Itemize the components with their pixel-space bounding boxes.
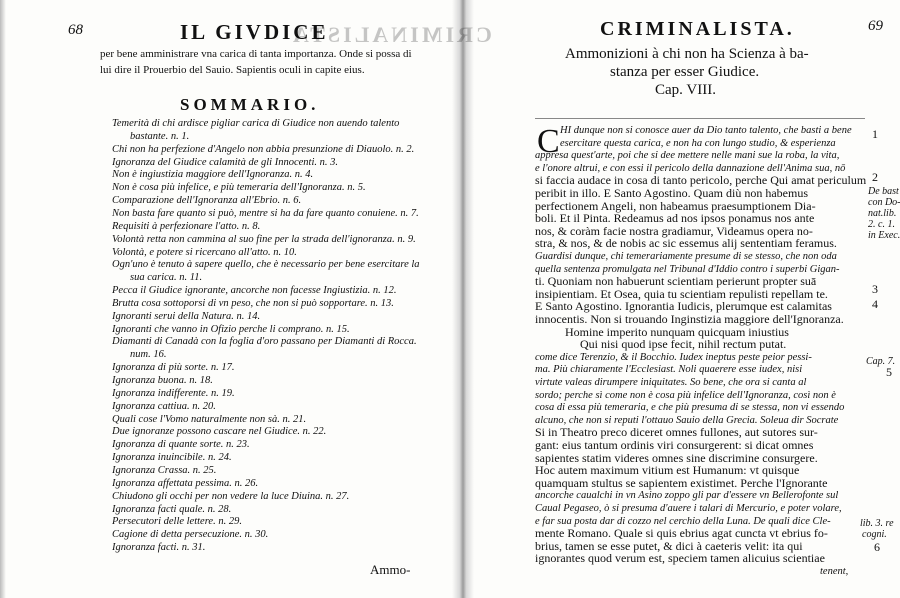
sommario-entry: Ignoranza indifferente. n. 19. [112, 387, 235, 399]
body-line: peribit in illo. E Santo Agostino. Quam diù non habemus [535, 186, 808, 200]
body-line: esercitare questa carica, e non ha con lungo studio, & esperienza [560, 137, 836, 149]
body-line: Si in Theatro preco diceret omnes fullones, aut sutores sur- [535, 425, 818, 440]
drop-cap: C [537, 123, 560, 160]
body-line: innocentis. Non si trouando Inginstizia maggiore dell'Ignoranza. [535, 312, 844, 326]
margin-note: Cap. 7. [866, 356, 896, 367]
margin-note: con Do- [868, 197, 900, 208]
margin-note: lib. 3. re [860, 518, 894, 529]
margin-number: 4 [872, 297, 878, 311]
margin-note: nat.lib. [868, 208, 897, 219]
body-line: boli. Et il Pinta. Redeamus ad nos ipsos ponamus nos ante [535, 211, 815, 226]
sommario-entry: bastante. n. 1. [130, 130, 190, 142]
sommario-entry: Ignoranti serui della Natura. n. 14. [112, 310, 261, 322]
body-line: Hoc autem maximum vitium est Humanum: vt quisque [535, 463, 800, 478]
sommario-entry: Persecutori delle lettere. n. 29. [112, 516, 242, 528]
sommario-entry: Non basta fare quanto si può, mentre si ha da fare quanto conuiene. n. 7. [112, 207, 419, 219]
margin-number: 3 [872, 282, 878, 296]
margin-note: in Exec. [868, 230, 900, 241]
body-line: stra, & nos, & de nobis ac sic essemus alij sententiam feramus. [535, 236, 837, 251]
margin-number: 2 [872, 170, 878, 184]
sommario-title: SOMMARIO. [180, 95, 320, 114]
sommario-entry: Comparazione dell'Ignoranza all'Ebrio. n. 6. [112, 195, 302, 207]
catchword: Ammo- [370, 562, 411, 577]
body-line: come dice Terenzio, & il Bocchio. Iudex ineptus peste peior pessi- [535, 351, 812, 363]
sommario-entry: Pecca il Giudice ignorante, ancorche non facesse Ingiustizia. n. 12. [112, 285, 397, 297]
chapter-heading: stanza per esser Giudice. [610, 64, 760, 80]
sommario-entry: Non è ingiustizia maggiore dell'Ignoranza. n. 4. [112, 169, 314, 181]
body-line: si faccia audace in cosa di tanto pericolo, perche Qui amat periculum [535, 173, 867, 188]
body-line: alcuno, che non si reputi l'ottauo Sauio della Grecia. Soleua dir Socrate [535, 414, 839, 426]
sommario-entry: Requisiti à perfezionare l'atto. n. 8. [112, 220, 261, 232]
sommario-entry: Chi non ha perfezione d'Angelo non abbia presunzione di Diauolo. n. 2. [112, 143, 415, 155]
sommario-entry: Brutta cosa sottoporsi di vn peso, che non si può sopportare. n. 13. [112, 297, 394, 309]
margin-number: 5 [886, 365, 892, 379]
body-line: e l'onore altrui, e con essi il pericolo della dannazione dell'Anima sua, nō [535, 162, 846, 174]
body-line: sordo; perche sì come non è cosa più infelice dell'Ignoranza, così non è [535, 389, 836, 401]
body-line: Qui nisi quod ipse fecit, nihil rectum putat. [580, 337, 787, 352]
body-line: gant: eius tantum ordinis viri consurgerent: si dicat omnes [535, 438, 814, 452]
sommario-entry: num. 16. [130, 349, 167, 361]
body-line: insipientiam. Et Osea, quia tu scientiam repulisti repellam te. [535, 286, 828, 301]
body-line: cosa di essa più temeraria, e che più presuma di se stessa, non vi essendo [535, 402, 845, 414]
body-line: Homine imperito nunquam quicquam iniustius [565, 324, 789, 339]
intro-line: per bene amministrare vna carica di tanta importanza. Onde si possa di [100, 48, 412, 60]
body-line: HI dunque non si conosce auer da Dio tanto talento, che basti a bene [560, 125, 852, 136]
header-rule [535, 118, 865, 119]
body-line: ignorantes quod verum est, speciem tamen alicuius scientiae [535, 551, 825, 566]
bleed-through-text: CRIMINALISTA [290, 22, 492, 47]
sommario-entry: Ignoranza cattiua. n. 20. [112, 400, 216, 412]
body-line: tenent, [820, 566, 849, 577]
margin-note: De bast [868, 186, 899, 197]
sommario-entry: sua carica. n. 11. [130, 272, 203, 284]
sommario-entry: Volontà retta non cammina al suo fine per la strada dell'ignoranza. n. 9. [112, 233, 416, 245]
right-running-head: CRIMINALISTA. [600, 18, 795, 40]
sommario-entry: Ignoranti che vanno in Ofizio perche li comprano. n. 15. [112, 323, 350, 335]
sommario-entry: Diamanti di Canadà con la foglia d'oro passano per Diamanti di Rocca. [112, 336, 417, 348]
body-line: Caual Pegaseo, ò si presuma d'auere i talari di Mercurio, e poter volare, [535, 503, 842, 514]
left-page-number: 68 [68, 22, 83, 38]
margin-number: 1 [872, 127, 878, 141]
margin-number: 6 [874, 540, 880, 554]
sommario-entry: Chiudono gli occhi per non vedere la luce Diuina. n. 27. [112, 490, 350, 502]
margin-note: cogni. [862, 529, 887, 540]
sommario-entry: Cagione di detta persecuzione. n. 30. [112, 529, 269, 541]
chapter-heading: Ammonizioni à chi non ha Scienza à ba- [565, 46, 809, 62]
body-line: nos, & coràm facie nostra gradiamur, Videamus opera no- [535, 223, 813, 238]
sommario-entry: Ignoranza facti. n. 31. [112, 542, 206, 554]
sommario-entry: Quali cose l'Vomo naturalmente non sà. n. 21. [112, 413, 307, 425]
body-line: appresa quest'arte, poi che si dee mettere nelle mani sue la roba, la vita, [535, 150, 840, 162]
sommario-entry: Volontà, e potere si ricercano all'atto. n. 10. [112, 246, 297, 258]
body-line: quamquam stultus se sapientem existimet. Perche l'Ignorante [535, 475, 828, 490]
body-line: mente Romano. Quale si quis ebrius agat cuncta vt ebrius fo- [535, 526, 828, 541]
page-edge-shadow [0, 0, 6, 598]
chapter-number: Cap. VIII. [655, 82, 716, 98]
left-running-head: IL GIVDICE [180, 20, 329, 44]
intro-line: lui dire il Prouerbio del Sauio. Sapientis oculi in capite eius. [100, 64, 365, 76]
sommario-entry: Temerità di chi ardisce pigliar carica di Giudice non auendo talento [112, 118, 400, 129]
sommario-entry: Ignoranza di quante sorte. n. 23. [112, 439, 250, 451]
body-line: ma. Più chiaramente l'Ecclesiast. Noli quaerere esse iudex, nisi [535, 364, 803, 376]
sommario-entry: Ignoranza Crassa. n. 25. [112, 464, 217, 476]
right-page-number: 69 [868, 18, 883, 34]
body-line: virtute valeas dirumpere iniquitates. So bene, che ora si canta al [535, 377, 807, 388]
body-line: sapientes statim videres omnes sine discrimine consurgere. [535, 450, 818, 465]
body-line: ancorche caualchi in vn Asino zoppo gli par d'essere vn Bellerofonte sul [535, 490, 839, 502]
sommario-entry: Ignoranza affettata pessima. n. 26. [112, 477, 259, 489]
sommario-entry: Ignoranza inuincibile. n. 24. [112, 452, 232, 464]
body-line: ti. Quoniam non habuerunt scientiam perierunt propter suā [535, 274, 817, 289]
body-line: Guardisi dunque, chi temerariamente presume di se stesso, che non oda [535, 251, 837, 262]
body-line: E Santo Agostino. Ignorantia Iudicis, plerumque est calamitas [535, 299, 832, 314]
sommario-entry: Ignoranza del Giudice calamità de gli Innocenti. n. 3. [112, 156, 339, 168]
body-line: e far sua posta dar di cozzo nel cerchio della Luna. De quali dice Cle- [535, 515, 831, 527]
margin-note: 2. c. 1. [868, 219, 895, 230]
sommario-entry: Ignoranza buona. n. 18. [112, 375, 213, 386]
sommario-entry: Non è cosa più infelice, e più temeraria dell'Ignoranza. n. 5. [112, 182, 366, 194]
book-gutter [452, 0, 474, 598]
sommario-entry: Ogn'uno è tenuto à sapere quello, che è necessario per bene esercitare la [112, 259, 420, 271]
body-line: quella sentenza promulgata nel Tribunal d'Iddio contro i superbi Gigan- [535, 263, 840, 275]
body-line: perfectionem Angeli, non habeamus praesumptionem Dia- [535, 198, 816, 213]
body-line: brius, tamen se esse putet, & dici à caeteris velit: ita qui [535, 538, 803, 553]
sommario-entry: Ignoranza facti quale. n. 28. [112, 503, 232, 515]
sommario-entry: Due ignoranze possono cascare nel Giudice. n. 22. [112, 426, 327, 438]
sommario-entry: Ignoranza di più sorte. n. 17. [112, 362, 235, 374]
